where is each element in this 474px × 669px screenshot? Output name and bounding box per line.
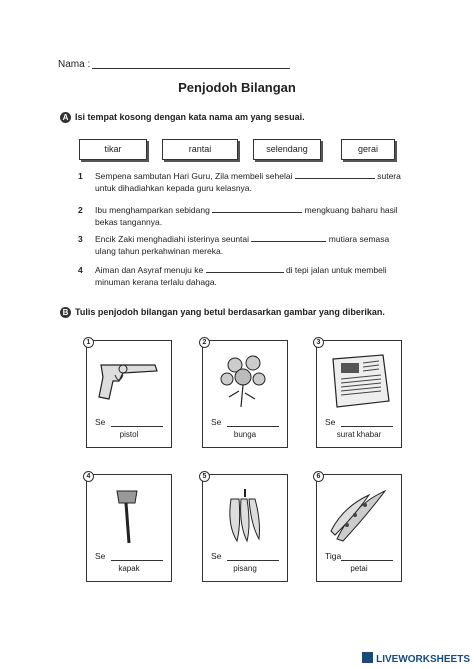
card-number: 6: [313, 471, 324, 482]
card-prefix: Tiga: [325, 551, 342, 561]
picture-card-3: [316, 340, 402, 448]
question-1-text-after: sutera: [377, 171, 401, 181]
card-prefix: Se: [325, 417, 336, 427]
card-prefix: Se: [95, 551, 106, 561]
question-1: [95, 169, 425, 194]
card-word: petai: [350, 564, 368, 573]
banana-icon: [209, 485, 281, 545]
question-4-line2: minuman kerana terlalu dahaga.: [95, 277, 217, 287]
card-answer-blank[interactable]: [227, 560, 279, 561]
picture-card-1: [86, 340, 172, 448]
question-4-text: Aiman dan Asyraf menuju ke: [95, 265, 204, 275]
name-label: Nama :: [58, 59, 91, 70]
card-prefix: Se: [95, 417, 106, 427]
petai-icon: [323, 485, 395, 545]
question-4-blank[interactable]: [206, 263, 284, 273]
question-4-text-after: di tepi jalan untuk membeli: [285, 265, 387, 275]
card-answer-blank[interactable]: [111, 426, 163, 427]
section-b-instruction: Tulis penjodoh bilangan yang betul berdasarkan gambar yang diberikan.: [75, 307, 385, 317]
question-3-number: 3: [78, 234, 83, 244]
question-1-blank[interactable]: [295, 169, 375, 179]
page-title: Penjodoh Bilangan: [178, 80, 296, 95]
word-box-gerai: gerai: [341, 139, 395, 160]
question-2-blank[interactable]: [212, 203, 302, 213]
question-3-text-after: mutiara semasa: [328, 234, 390, 244]
card-prefix: Se: [211, 417, 222, 427]
question-2-text-after: mengkuang baharu hasil: [304, 205, 398, 215]
section-b-badge: B: [60, 307, 71, 318]
card-word: pistol: [119, 430, 139, 439]
question-1-text: Sempena sambutan Hari Guru, Zila membeli sehelai: [95, 171, 293, 181]
question-2-text: Ibu menghamparkan sebidang: [95, 205, 210, 215]
picture-card-4: [86, 474, 172, 582]
footer-brand-text: LIVEWORKSHEETS: [376, 654, 470, 665]
card-answer-blank[interactable]: [341, 426, 393, 427]
question-1-number: 1: [78, 171, 83, 181]
card-number: 3: [313, 337, 324, 348]
card-word: surat khabar: [336, 430, 382, 439]
axe-icon: [93, 485, 165, 545]
question-2-number: 2: [78, 205, 83, 215]
word-box-selendang: selendang: [253, 139, 321, 160]
card-number: 4: [83, 471, 94, 482]
card-word: bunga: [233, 430, 257, 439]
picture-card-2: [202, 340, 288, 448]
question-2-line2: bekas tangannya.: [95, 217, 163, 227]
question-3-blank[interactable]: [251, 232, 326, 242]
question-3-text: Encik Zaki menghadiahi isterinya seuntai: [95, 234, 250, 244]
card-answer-blank[interactable]: [227, 426, 279, 427]
newspaper-icon: [323, 351, 395, 411]
card-number: 2: [199, 337, 210, 348]
name-input-line[interactable]: [92, 68, 290, 69]
picture-card-6: [316, 474, 402, 582]
question-4: [95, 263, 425, 288]
card-answer-blank[interactable]: [111, 560, 163, 561]
word-box-tikar: tikar: [79, 139, 147, 160]
card-number: 1: [83, 337, 94, 348]
question-3: [95, 232, 425, 257]
card-number: 5: [199, 471, 210, 482]
card-answer-blank[interactable]: [341, 560, 393, 561]
card-prefix: Se: [211, 551, 222, 561]
section-a-instruction: Isi tempat kosong dengan kata nama am yang sesuai.: [75, 112, 305, 122]
section-a-badge: A: [60, 112, 71, 123]
question-3-line2: ulang tahun perkahwinan mereka.: [95, 246, 224, 256]
question-4-number: 4: [78, 265, 83, 275]
flower-icon: [209, 351, 281, 411]
footer-brand[interactable]: [362, 652, 470, 665]
pistol-icon: [93, 351, 165, 411]
picture-card-5: [202, 474, 288, 582]
card-word: kapak: [118, 564, 140, 573]
question-1-line2: untuk dihadiahkan kepada guru kelasnya.: [95, 183, 252, 193]
word-box-rantai: rantai: [162, 139, 238, 160]
question-2: [95, 203, 425, 228]
card-word: pisang: [233, 564, 257, 573]
liveworksheets-logo-icon: [362, 652, 373, 663]
